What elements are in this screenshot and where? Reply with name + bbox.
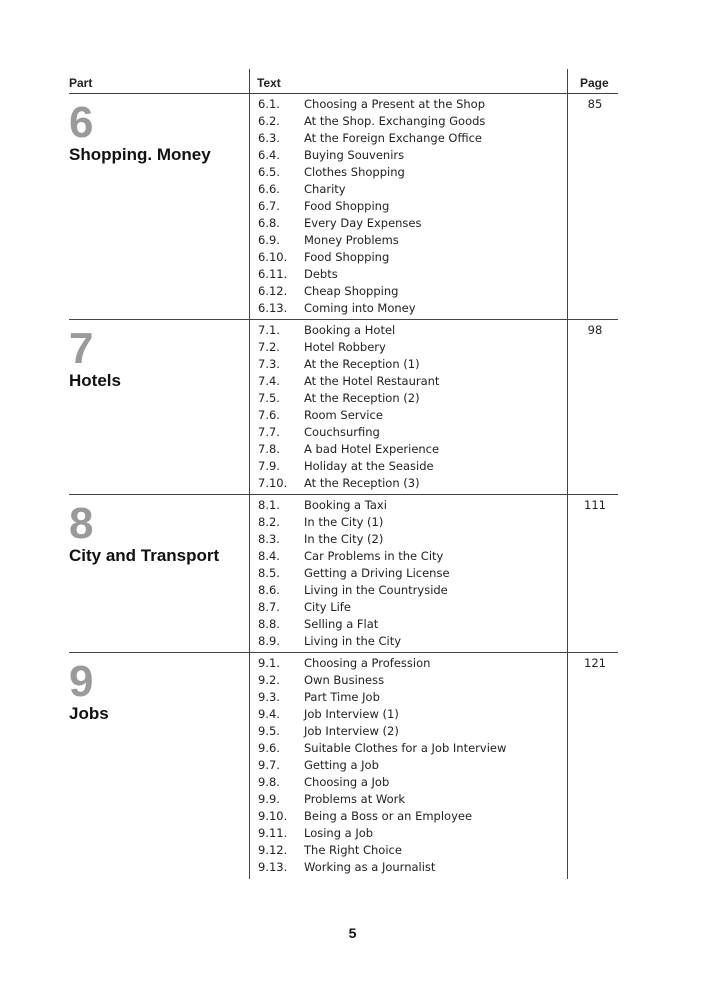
section-page: 85 [587,97,603,111]
entry-title: Job Interview (2) [304,724,399,738]
entry-number: 6.3. [258,131,280,145]
entry-title: Losing a Job [304,826,374,840]
entry-title: Money Problems [304,233,399,247]
entry-number: 9.8. [258,775,280,789]
toc-entry [258,424,380,441]
toc-entry [258,113,485,130]
toc-entry [258,249,389,266]
page-number: 5 [348,925,357,941]
entry-title: Own Business [304,673,385,687]
entry-title: Every Day Expenses [304,216,422,230]
toc-entry [258,706,399,723]
entry-number: 6.12. [258,284,288,298]
toc-entry [258,373,439,390]
entry-number: 6.1. [258,97,280,111]
entry-title: At the Hotel Restaurant [304,374,440,388]
entry-number: 7.2. [258,340,280,354]
entry-title: The Right Choice [304,843,402,857]
entry-number: 7.7. [258,425,280,439]
entry-title: At the Shop. Exchanging Goods [304,114,486,128]
toc-entry [258,441,439,458]
toc-entry [258,339,386,356]
entry-title: Room Service [304,408,383,422]
entry-title: At the Reception (3) [304,476,420,490]
entry-title: Problems at Work [304,792,405,806]
entry-title: Job Interview (1) [304,707,399,721]
toc-entry [258,672,384,689]
entry-number: 7.4. [258,374,280,388]
toc-entry [258,300,416,317]
toc-entry [258,514,383,531]
entry-number: 8.7. [258,600,280,614]
toc-entry [258,757,379,774]
entry-title: Booking a Hotel [304,323,396,337]
entry-number: 9.2. [258,673,280,687]
entry-number: 8.3. [258,532,280,546]
toc-entry [258,774,389,791]
entry-number: 9.3. [258,690,280,704]
header-page: Page [580,76,609,90]
entry-number: 9.12. [258,843,288,857]
entry-number: 9.10. [258,809,288,823]
toc-entry [258,283,398,300]
entry-number: 7.5. [258,391,280,405]
entry-number: 6.5. [258,165,280,179]
entry-number: 8.2. [258,515,280,529]
toc-entry [258,164,405,181]
toc-entry [258,198,389,215]
section-title: City and Transport [69,546,220,565]
entry-title: Car Problems in the City [304,549,444,563]
toc-entry [258,582,448,599]
entry-number: 7.3. [258,357,280,371]
entry-title: In the City (1) [304,515,384,529]
entry-number: 8.8. [258,617,280,631]
entry-number: 6.9. [258,233,280,247]
entry-number: 7.10. [258,476,288,490]
toc-entry [258,616,378,633]
toc-entry [258,407,383,424]
entry-title: Suitable Clothes for a Job Interview [304,741,507,755]
section-page: 121 [584,656,606,670]
toc-entry [258,215,422,232]
entry-title: Food Shopping [304,199,390,213]
toc-entry [258,531,383,548]
toc-entry [258,475,420,492]
toc-entry [258,689,380,706]
toc-entry [258,808,472,825]
entry-title: Getting a Job [304,758,379,772]
toc-entry [258,565,450,582]
column-divider-left [249,69,250,879]
entry-number: 8.1. [258,498,280,512]
entry-number: 6.11. [258,267,288,281]
toc-entry [258,599,351,616]
entry-title: Getting a Driving License [304,566,450,580]
entry-title: Hotel Robbery [304,340,386,354]
section-title: Hotels [69,371,121,390]
entry-number: 8.5. [258,566,280,580]
entry-title: Working as a Journalist [304,860,436,874]
entry-number: 6.7. [258,199,280,213]
entry-title: Being a Boss or an Employee [304,809,473,823]
entry-title: Choosing a Present at the Shop [304,97,485,111]
entry-number: 7.1. [258,323,280,337]
entry-title: In the City (2) [304,532,384,546]
header-part: Part [69,76,93,90]
entry-title: Choosing a Profession [304,656,431,670]
section-page: 111 [584,498,606,512]
section-page: 98 [587,323,603,337]
toc-entry [258,740,506,757]
entry-title: Food Shopping [304,250,390,264]
header-text: Text [257,76,281,90]
column-divider-right [567,69,568,879]
entry-title: Part Time Job [304,690,380,704]
toc-entry [258,497,387,514]
entry-number: 6.2. [258,114,280,128]
header-rule [69,93,618,94]
toc-entry [258,655,430,672]
entry-title: Holiday at the Seaside [304,459,434,473]
entry-number: 9.11. [258,826,288,840]
entry-title: At the Reception (1) [304,357,420,371]
entry-title: Selling a Flat [304,617,379,631]
section-separator [69,652,618,653]
entry-number: 9.13. [258,860,288,874]
entry-number: 9.6. [258,741,280,755]
entry-number: 9.1. [258,656,280,670]
entry-title: Booking a Taxi [304,498,387,512]
entry-number: 7.8. [258,442,280,456]
entry-title: Cheap Shopping [304,284,399,298]
section-number: 7 [69,324,94,373]
entry-title: Couchsurfing [304,425,380,439]
toc-entry [258,266,338,283]
section-separator [69,319,618,320]
toc-entry [258,842,402,859]
entry-title: Choosing a Job [304,775,390,789]
entry-number: 7.6. [258,408,280,422]
entry-title: At the Reception (2) [304,391,420,405]
entry-number: 9.9. [258,792,280,806]
entry-title: Living in the City [304,634,402,648]
toc-entry [258,548,443,565]
entry-title: Buying Souvenirs [304,148,405,162]
section-number: 9 [69,657,94,706]
toc-entry [258,322,395,339]
entry-number: 8.6. [258,583,280,597]
toc-entry [258,458,434,475]
toc-entry [258,96,485,113]
entry-number: 6.6. [258,182,280,196]
toc-entry [258,825,373,842]
toc-entry [258,232,399,249]
entry-number: 8.9. [258,634,280,648]
toc-entry [258,130,482,147]
toc-entry [258,723,399,740]
entry-number: 8.4. [258,549,280,563]
section-separator [69,494,618,495]
entry-number: 6.13. [258,301,288,315]
section-number: 6 [69,98,94,147]
entry-number: 6.4. [258,148,280,162]
entry-title: Living in the Countryside [304,583,448,597]
entry-number: 9.5. [258,724,280,738]
entry-number: 9.4. [258,707,280,721]
toc-entry [258,181,346,198]
toc-entry [258,859,435,876]
entry-title: At the Foreign Exchange Office [304,131,483,145]
section-title: Shopping. Money [69,145,211,164]
section-number: 8 [69,499,94,548]
entry-title: A bad Hotel Experience [304,442,440,456]
entry-number: 6.10. [258,250,288,264]
toc-entry [258,633,401,650]
entry-title: Charity [304,182,346,196]
entry-number: 6.8. [258,216,280,230]
toc-entry [258,791,405,808]
entry-title: City Life [304,600,351,614]
entry-number: 7.9. [258,459,280,473]
entry-title: Coming into Money [304,301,416,315]
section-title: Jobs [69,704,109,723]
entry-number: 9.7. [258,758,280,772]
toc-entry [258,390,420,407]
toc-entry [258,356,420,373]
entry-title: Clothes Shopping [304,165,405,179]
entry-title: Debts [304,267,338,281]
toc-entry [258,147,404,164]
